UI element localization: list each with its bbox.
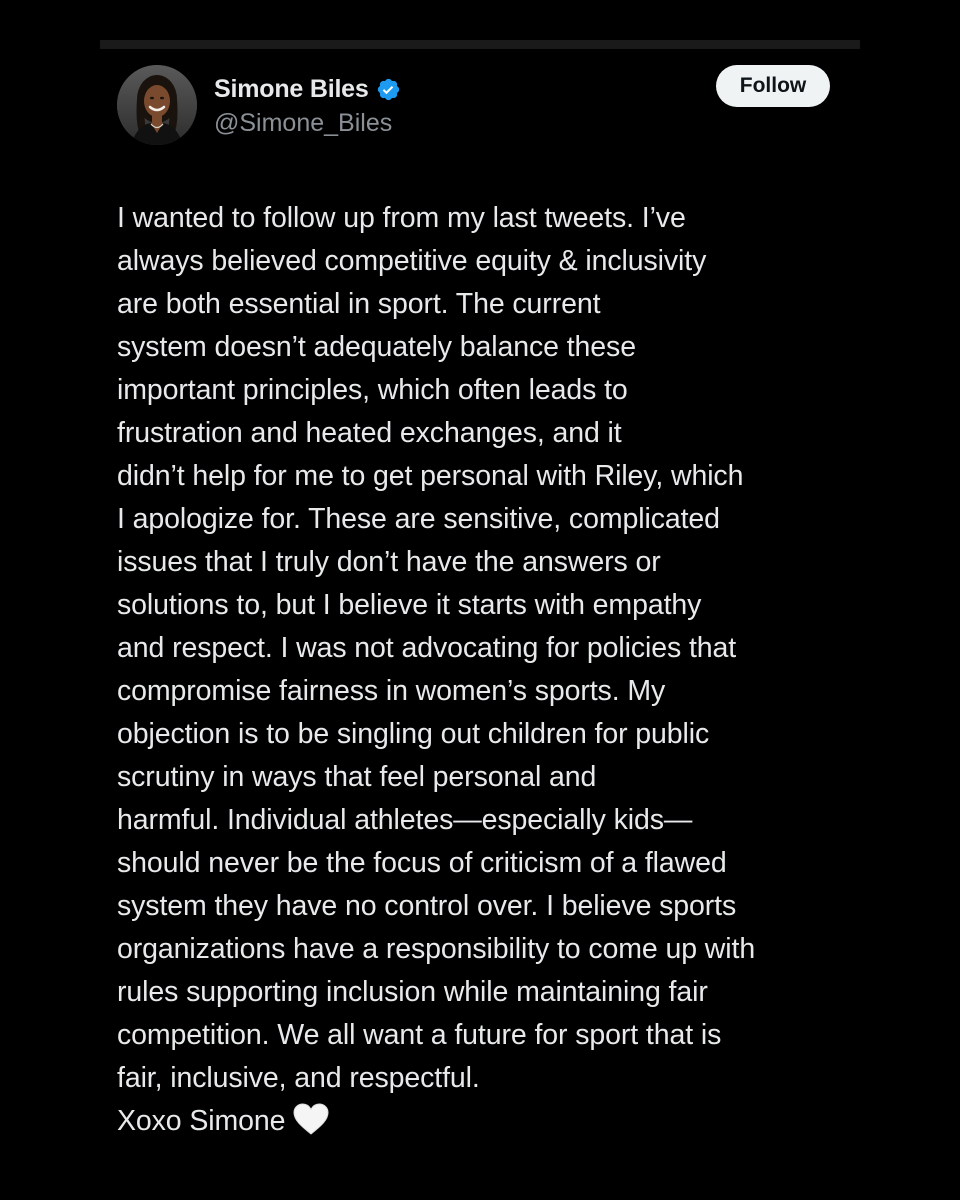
post-line: and respect. I was not advocating for policies that: [117, 632, 737, 664]
post-line: harmful. Individual athletes—especially kids—: [117, 804, 693, 836]
post-line: organizations have a responsibility to come up with: [117, 933, 756, 965]
top-divider: [100, 40, 860, 49]
post-line: fair, inclusive, and respectful.: [117, 1062, 480, 1094]
avatar[interactable]: [117, 65, 197, 145]
post-line: system they have no control over. I believe sports: [117, 890, 737, 922]
post-header: [117, 65, 830, 147]
post-text: [117, 197, 845, 1143]
post-line: important principles, which often leads to: [117, 374, 628, 406]
signoff-text: Xoxo Simone: [117, 1105, 286, 1137]
post-line: are both essential in sport. The current: [117, 288, 601, 320]
verified-badge-icon: [376, 77, 401, 102]
display-name[interactable]: Simone Biles: [214, 74, 369, 103]
post-line: should never be the focus of criticism of a flawed: [117, 847, 727, 879]
post-line: always believed competitive equity & inclusivity: [117, 245, 707, 277]
post-line: competition. We all want a future for sport that is: [117, 1019, 722, 1051]
post-line: system doesn’t adequately balance these: [117, 331, 636, 363]
author-identity: [214, 71, 401, 138]
handle[interactable]: @Simone_Biles: [214, 109, 393, 137]
post-line: compromise fairness in women’s sports. My: [117, 675, 666, 707]
post-line: solutions to, but I believe it starts with empathy: [117, 589, 702, 621]
post-line: I apologize for. These are sensitive, complicated: [117, 503, 720, 535]
post-line: scrutiny in ways that feel personal and: [117, 761, 597, 793]
post-line: objection is to be singling out children for public: [117, 718, 710, 750]
white-heart-icon: [293, 1103, 329, 1135]
signoff-line: [117, 1100, 845, 1143]
post-line: didn’t help for me to get personal with Riley, which: [117, 460, 744, 492]
name-row: [214, 71, 401, 107]
post-card: [100, 49, 860, 1160]
post-line: I wanted to follow up from my last tweets. I’ve: [117, 202, 686, 234]
post-line: issues that I truly don’t have the answers or: [117, 546, 661, 578]
post-line: frustration and heated exchanges, and it: [117, 417, 622, 449]
follow-button[interactable]: Follow: [716, 65, 830, 107]
avatar-photo: [117, 65, 197, 145]
post-line: rules supporting inclusion while maintaining fair: [117, 976, 708, 1008]
